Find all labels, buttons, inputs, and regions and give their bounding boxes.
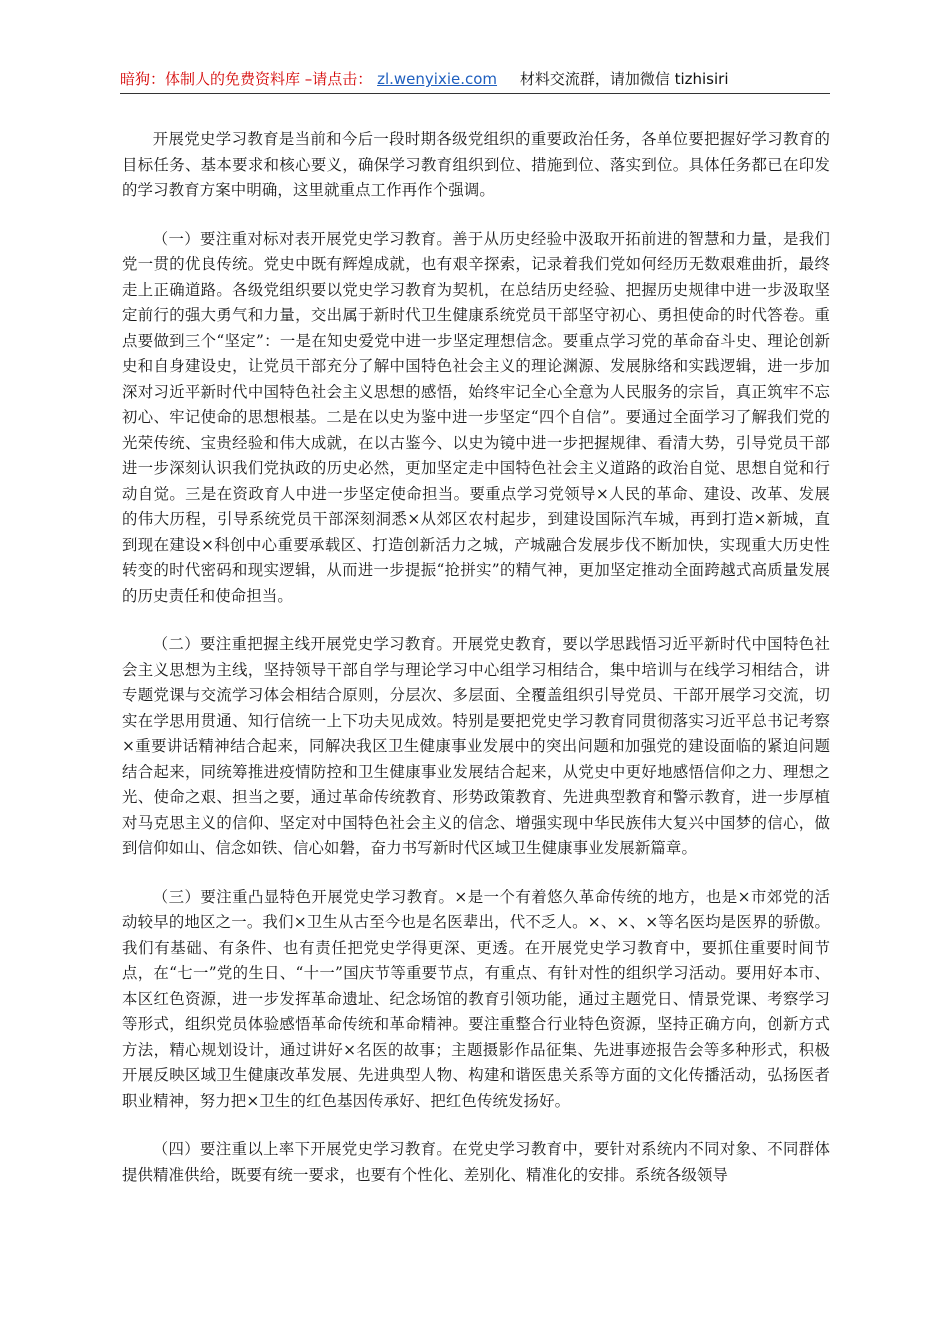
header-group-info: 材料交流群，请加微信 tizhisiri	[519, 70, 729, 88]
header-brand: 暗狗：体制人的免费资料库	[120, 70, 301, 88]
paragraph-intro: 开展党史学习教育是当前和今后一段时期各级党组织的重要政治任务，各单位要把握好学习教育的目标任务、基本要求和核心要义，确保学习教育组织到位、措施到位、落实到位。具体任务都已在印发的学习教育方案中明确，这里就重点工作再作个强调。	[122, 130, 830, 199]
paragraph-section-3: （三）要注重凸显特色开展党史学习教育。×是一个有着悠久革命传统的地方，也是×市郊党的活动较早的地区之一。我们×卫生从古至今也是名医辈出，代不乏人。×、×、×等名医均是医界的骄傲。我们有基础、有条件、也有责任把党史学得更深、更透。在开展党史学习教育中，要抓住重要时间节点，在“七一”党的生日、“十一”国庆节等重要节点，有重点、有针对性的组织学习活动。要用好本市、本区红色资源，进一步发挥革命遗址、纪念场馆的教育引领功能，通过主题党日、情景党课、考察学习等形式，组织党员体验感悟革命传统和革命精神。要注重整合行业特色资源，坚持正确方向，创新方式方法，精心规划设计，通过讲好×名医的故事；主题摄影作品征集、先进事迹报告会等多种形式，积极开展反映区域卫生健康改革发展、先进典型人物、构建和谐医患关系等方面的文化传播活动，弘扬医者职业精神，努力把×卫生的红色基因传承好、把红色传统发扬好。	[122, 887, 830, 1110]
header-prompt: –请点击：	[304, 70, 373, 88]
header-link[interactable]: zl.wenyixie.com	[377, 70, 498, 88]
page-header	[120, 68, 830, 96]
paragraph-section-2: （二）要注重把握主线开展党史学习教育。开展党史教育，要以学思践悟习近平新时代中国特色社会主义思想为主线，坚持领导干部自学与理论学习中心组学习相结合，集中培训与在线学习相结合，讲专题党课与交流学习体会相结合原则，分层次、多层面、全覆盖组织引导党员、干部开展学习交流，切实在学思用贯通、知行信统一上下功夫见成效。特别是要把党史学习教育同贯彻落实习近平总书记考察×重要讲话精神结合起来，同解决我区卫生健康事业发展中的突出问题和加强党的建设面临的紧迫问题结合起来，同统筹推进疫情防控和卫生健康事业发展结合起来，从党史中更好地感悟信仰之力、理想之光、使命之艰、担当之要，通过革命传统教育、形势政策教育、先进典型教育和警示教育，进一步厚植对马克思主义的信仰、坚定对中国特色社会主义的信念、增强实现中华民族伟大复兴中国梦的信心，做到信仰如山、信念如铁、信心如磐，奋力书写新时代区域卫生健康事业发展新篇章。	[122, 635, 830, 857]
document-body	[122, 127, 830, 1211]
paragraph-section-4: （四）要注重以上率下开展党史学习教育。在党史学习教育中，要针对系统内不同对象、不同群体提供精准供给，既要有统一要求，也要有个性化、差别化、精准化的安排。系统各级领导	[122, 1140, 830, 1184]
paragraph-section-1: （一）要注重对标对表开展党史学习教育。善于从历史经验中汲取开拓前进的智慧和力量，是我们党一贯的优良传统。党史中既有辉煌成就，也有艰辛探索，记录着我们党如何经历无数艰难曲折，最终走上正确道路。各级党组织要以党史学习教育为契机，在总结历史经验、把握历史规律中进一步汲取坚定前行的强大勇气和力量，交出属于新时代卫生健康系统党员干部坚守初心、勇担使命的时代答卷。重点要做到三个“坚定”：一是在知史爱党中进一步坚定理想信念。要重点学习党的革命奋斗史、理论创新史和自身建设史，让党员干部充分了解中国特色社会主义的理论渊源、发展脉络和实践逻辑，进一步加深对习近平新时代中国特色社会主义思想的感悟，始终牢记全心全意为人民服务的宗旨，真正筑牢不忘初心、牢记使命的思想根基。二是在以史为鉴中进一步坚定“四个自信”。要通过全面学习了解我们党的光荣传统、宝贵经验和伟大成就，在以古鉴今、以史为镜中进一步把握规律、看清大势，引导党员干部进一步深刻认识我们党执政的历史必然，更加坚定走中国特色社会主义道路的政治自觉、思想自觉和行动自觉。三是在资政育人中进一步坚定使命担当。要重点学习党领导×人民的革命、建设、改革、发展的伟大历程，引导系统党员干部深刻洞悉×从郊区农村起步，到建设国际汽车城，再到打造×新城，直到现在建设×科创中心重要承载区、打造创新活力之城，产城融合发展步伐不断加快，实现重大历史性转变的时代密码和现实逻辑，从而进一步提振“抢拼实”的精气神，更加坚定推动全面跨越式高质量发展的历史责任和使命担当。	[122, 229, 830, 605]
header-divider	[120, 93, 830, 94]
